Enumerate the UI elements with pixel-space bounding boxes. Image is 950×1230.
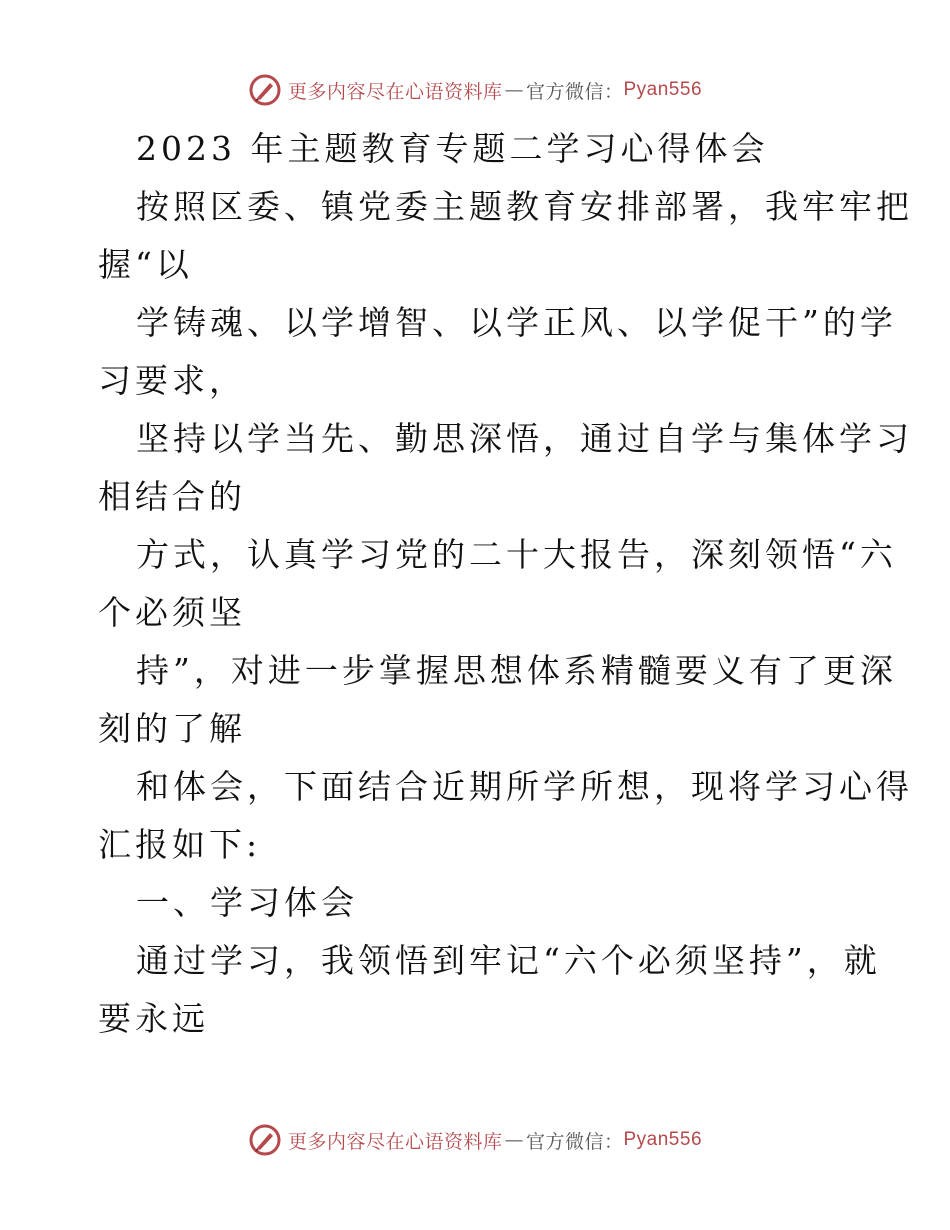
paragraph-line: 要永远	[98, 999, 209, 1038]
paragraph-line: 个必须坚	[98, 593, 246, 632]
footer-watermark	[0, 1120, 950, 1160]
section-heading: 一、学习体会	[136, 883, 358, 922]
paragraph-line: 习要求，	[98, 361, 246, 400]
paragraph-line: 通过学习，我领悟到牢记“六个必须坚持”，就	[136, 941, 881, 980]
paragraph-line: 坚持以学当先、勤思深悟，通过自学与集体学习	[136, 419, 913, 458]
watermark-text: 更多内容尽在心语资料库	[287, 80, 503, 103]
watermark-dash: —	[504, 1129, 524, 1151]
header-watermark	[0, 70, 950, 110]
document-title: 2023 年主题教育专题二学习心得体会	[136, 129, 769, 168]
paragraph-line: 握“以	[98, 245, 193, 284]
paragraph-line: 学铸魂、以学增智、以学正风、以学促干”的学	[136, 303, 897, 342]
pen-logo-icon	[248, 1123, 282, 1157]
paragraph-line: 按照区委、镇党委主题教育安排部署，我牢牢把	[136, 187, 913, 226]
paragraph-line: 持”，对进一步掌握思想体系精髓要义有了更深	[136, 651, 897, 690]
paragraph-line: 和体会，下面结合近期所学所想，现将学习心得	[136, 767, 913, 806]
paragraph-line: 刻的了解	[98, 709, 246, 748]
paragraph-line: 相结合的	[98, 477, 246, 516]
watermark-text: 更多内容尽在心语资料库	[287, 1130, 503, 1153]
watermark-dash: —	[504, 79, 524, 101]
pen-logo-icon	[248, 73, 282, 107]
paragraph-line: 方式，认真学习党的二十大报告，深刻领悟“六	[136, 535, 897, 574]
watermark-wechat-id: Pyan556	[623, 1129, 703, 1150]
document-body	[98, 120, 913, 1048]
watermark-wechat-id: Pyan556	[623, 79, 703, 100]
watermark-label: 官方微信：	[525, 1130, 624, 1153]
paragraph-line: 汇报如下:	[98, 825, 262, 864]
watermark-label: 官方微信：	[525, 80, 624, 103]
